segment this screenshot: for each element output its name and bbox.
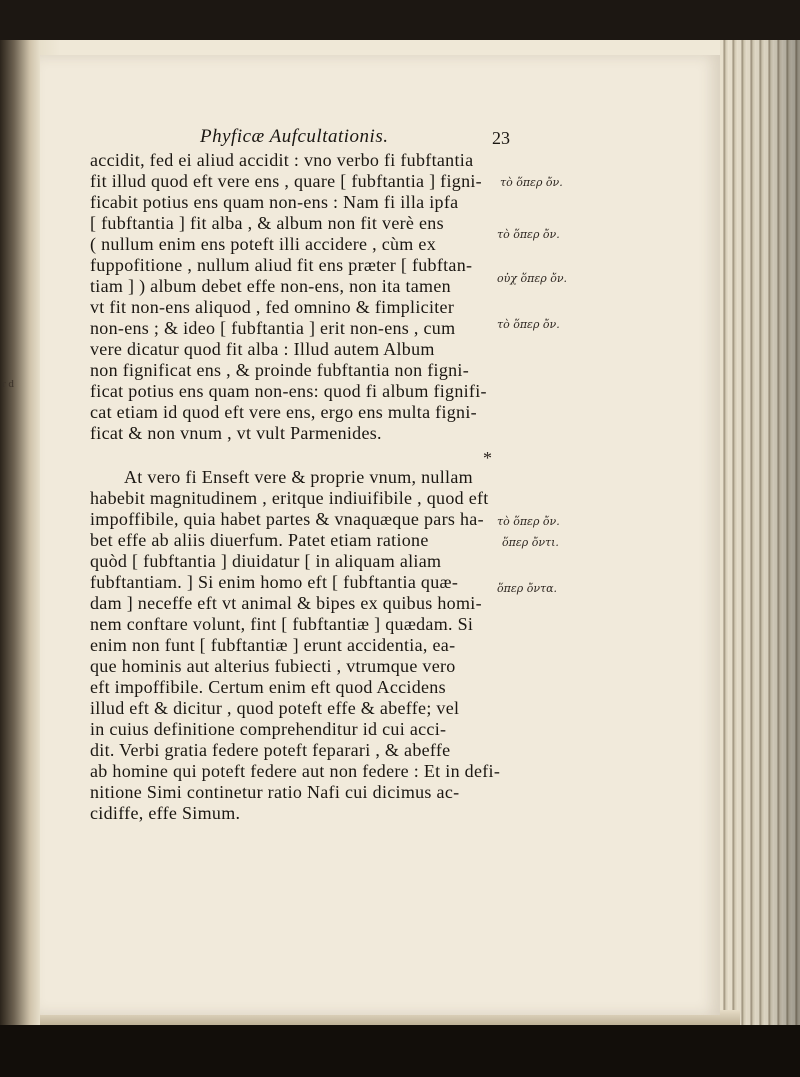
text-line: ficabit potius ens quam non-ens : Nam fi illa ipfa: [90, 192, 459, 212]
page-stack-edge: [720, 40, 800, 1040]
text-line: nem conftare volunt, fint [ fubftantiæ ] quædam. Si: [90, 614, 474, 634]
text-line: que hominis aut alterius fubiecti , vtrumque vero: [90, 656, 456, 676]
greek-gloss: τὸ ὅπερ ὄν.: [497, 228, 560, 241]
text-line: vere dicatur quod fit alba : Illud autem Album: [90, 339, 435, 359]
text-line: nitione Simi continetur ratio Nafi cui dicimus ac-: [90, 782, 460, 802]
text-line: tiam ] ) album debet effe non-ens, non ita tamen: [90, 276, 451, 296]
text-line: in cuius definitione comprehenditur id cui acci-: [90, 719, 447, 739]
text-line: enim non funt [ fubftantiæ ] erunt accidentia, ea-: [90, 635, 456, 655]
text-line: ficat & non vnum , vt vult Parmenides.: [90, 423, 382, 443]
text-line: ( nullum enim ens poteft illi accidere , cùm ex: [90, 234, 436, 254]
text-line: cidiffe, effe Simum.: [90, 803, 241, 823]
greek-gloss: τὸ ὅπερ ὄν.: [497, 515, 560, 528]
page-header: Phyficæ Aufcultationis.: [200, 126, 389, 147]
text-line: quòd [ fubftantia ] diuidatur [ in aliquam aliam: [90, 551, 442, 571]
page-number: 23: [492, 128, 510, 148]
text-line: fit illud quod eft vere ens , quare [ fubftantia ] figni-: [90, 171, 482, 191]
text-line: impoffibile, quia habet partes & vnaquæque pars ha-: [90, 509, 484, 529]
text-line: At vero fi Enseft vere & proprie vnum, nullam: [124, 467, 473, 487]
text-line: ficat potius ens quam non-ens: quod fi album fignifi-: [90, 381, 487, 401]
text-line: fuppofitione , nullum aliud fit ens præter [ fubftan-: [90, 255, 473, 275]
text-line: vt fit non-ens aliquod , fed omnino & fimpliciter: [90, 297, 455, 317]
text-line: bet effe ab aliis diuerfum. Patet etiam ratione: [90, 530, 429, 550]
greek-gloss: οὐχ ὅπερ ὄν.: [497, 272, 567, 285]
text-line: ab homine qui poteft federe aut non federe : Et in defi-: [90, 761, 501, 781]
greek-gloss: ὅπερ ὄντι.: [502, 536, 559, 549]
text-line: dit. Verbi gratia federe poteft feparari , & abeffe: [90, 740, 451, 760]
asterisk-mark: *: [483, 448, 492, 468]
greek-gloss: τὸ ὅπερ ὄν.: [497, 318, 560, 331]
main-text: [90, 150, 501, 824]
greek-gloss: ὅπερ ὄντα.: [497, 582, 558, 595]
text-line: [ fubftantia ] fit alba , & album non fit verè ens: [90, 213, 444, 233]
text-line: cat etiam id quod eft vere ens, ergo ens multa figni-: [90, 402, 477, 422]
margin-note: r d: [2, 378, 14, 390]
text-line: eft impoffibile. Certum enim eft quod Accidens: [90, 677, 446, 697]
greek-gloss: τὸ ὅπερ ὄν.: [500, 176, 563, 189]
text-line: non-ens ; & ideo [ fubftantia ] erit non-ens , cum: [90, 318, 456, 338]
text-line: illud eft & dicitur , quod poteft effe & abeffe; vel: [90, 698, 460, 718]
text-line: accidit, fed ei aliud accidit : vno verbo fi fubftantia: [90, 150, 474, 170]
text-line: non fignificat ens , & proinde fubftantia non figni-: [90, 360, 470, 380]
text-line: dam ] neceffe eft vt animal & bipes ex quibus homi-: [90, 593, 482, 613]
scanner-bed: [0, 1025, 800, 1077]
text-line: habebit magnitudinem , eritque indiuifibile , quod eft: [90, 488, 489, 508]
text-line: fubftantiam. ] Si enim homo eft [ fubftantia quæ-: [90, 572, 459, 592]
